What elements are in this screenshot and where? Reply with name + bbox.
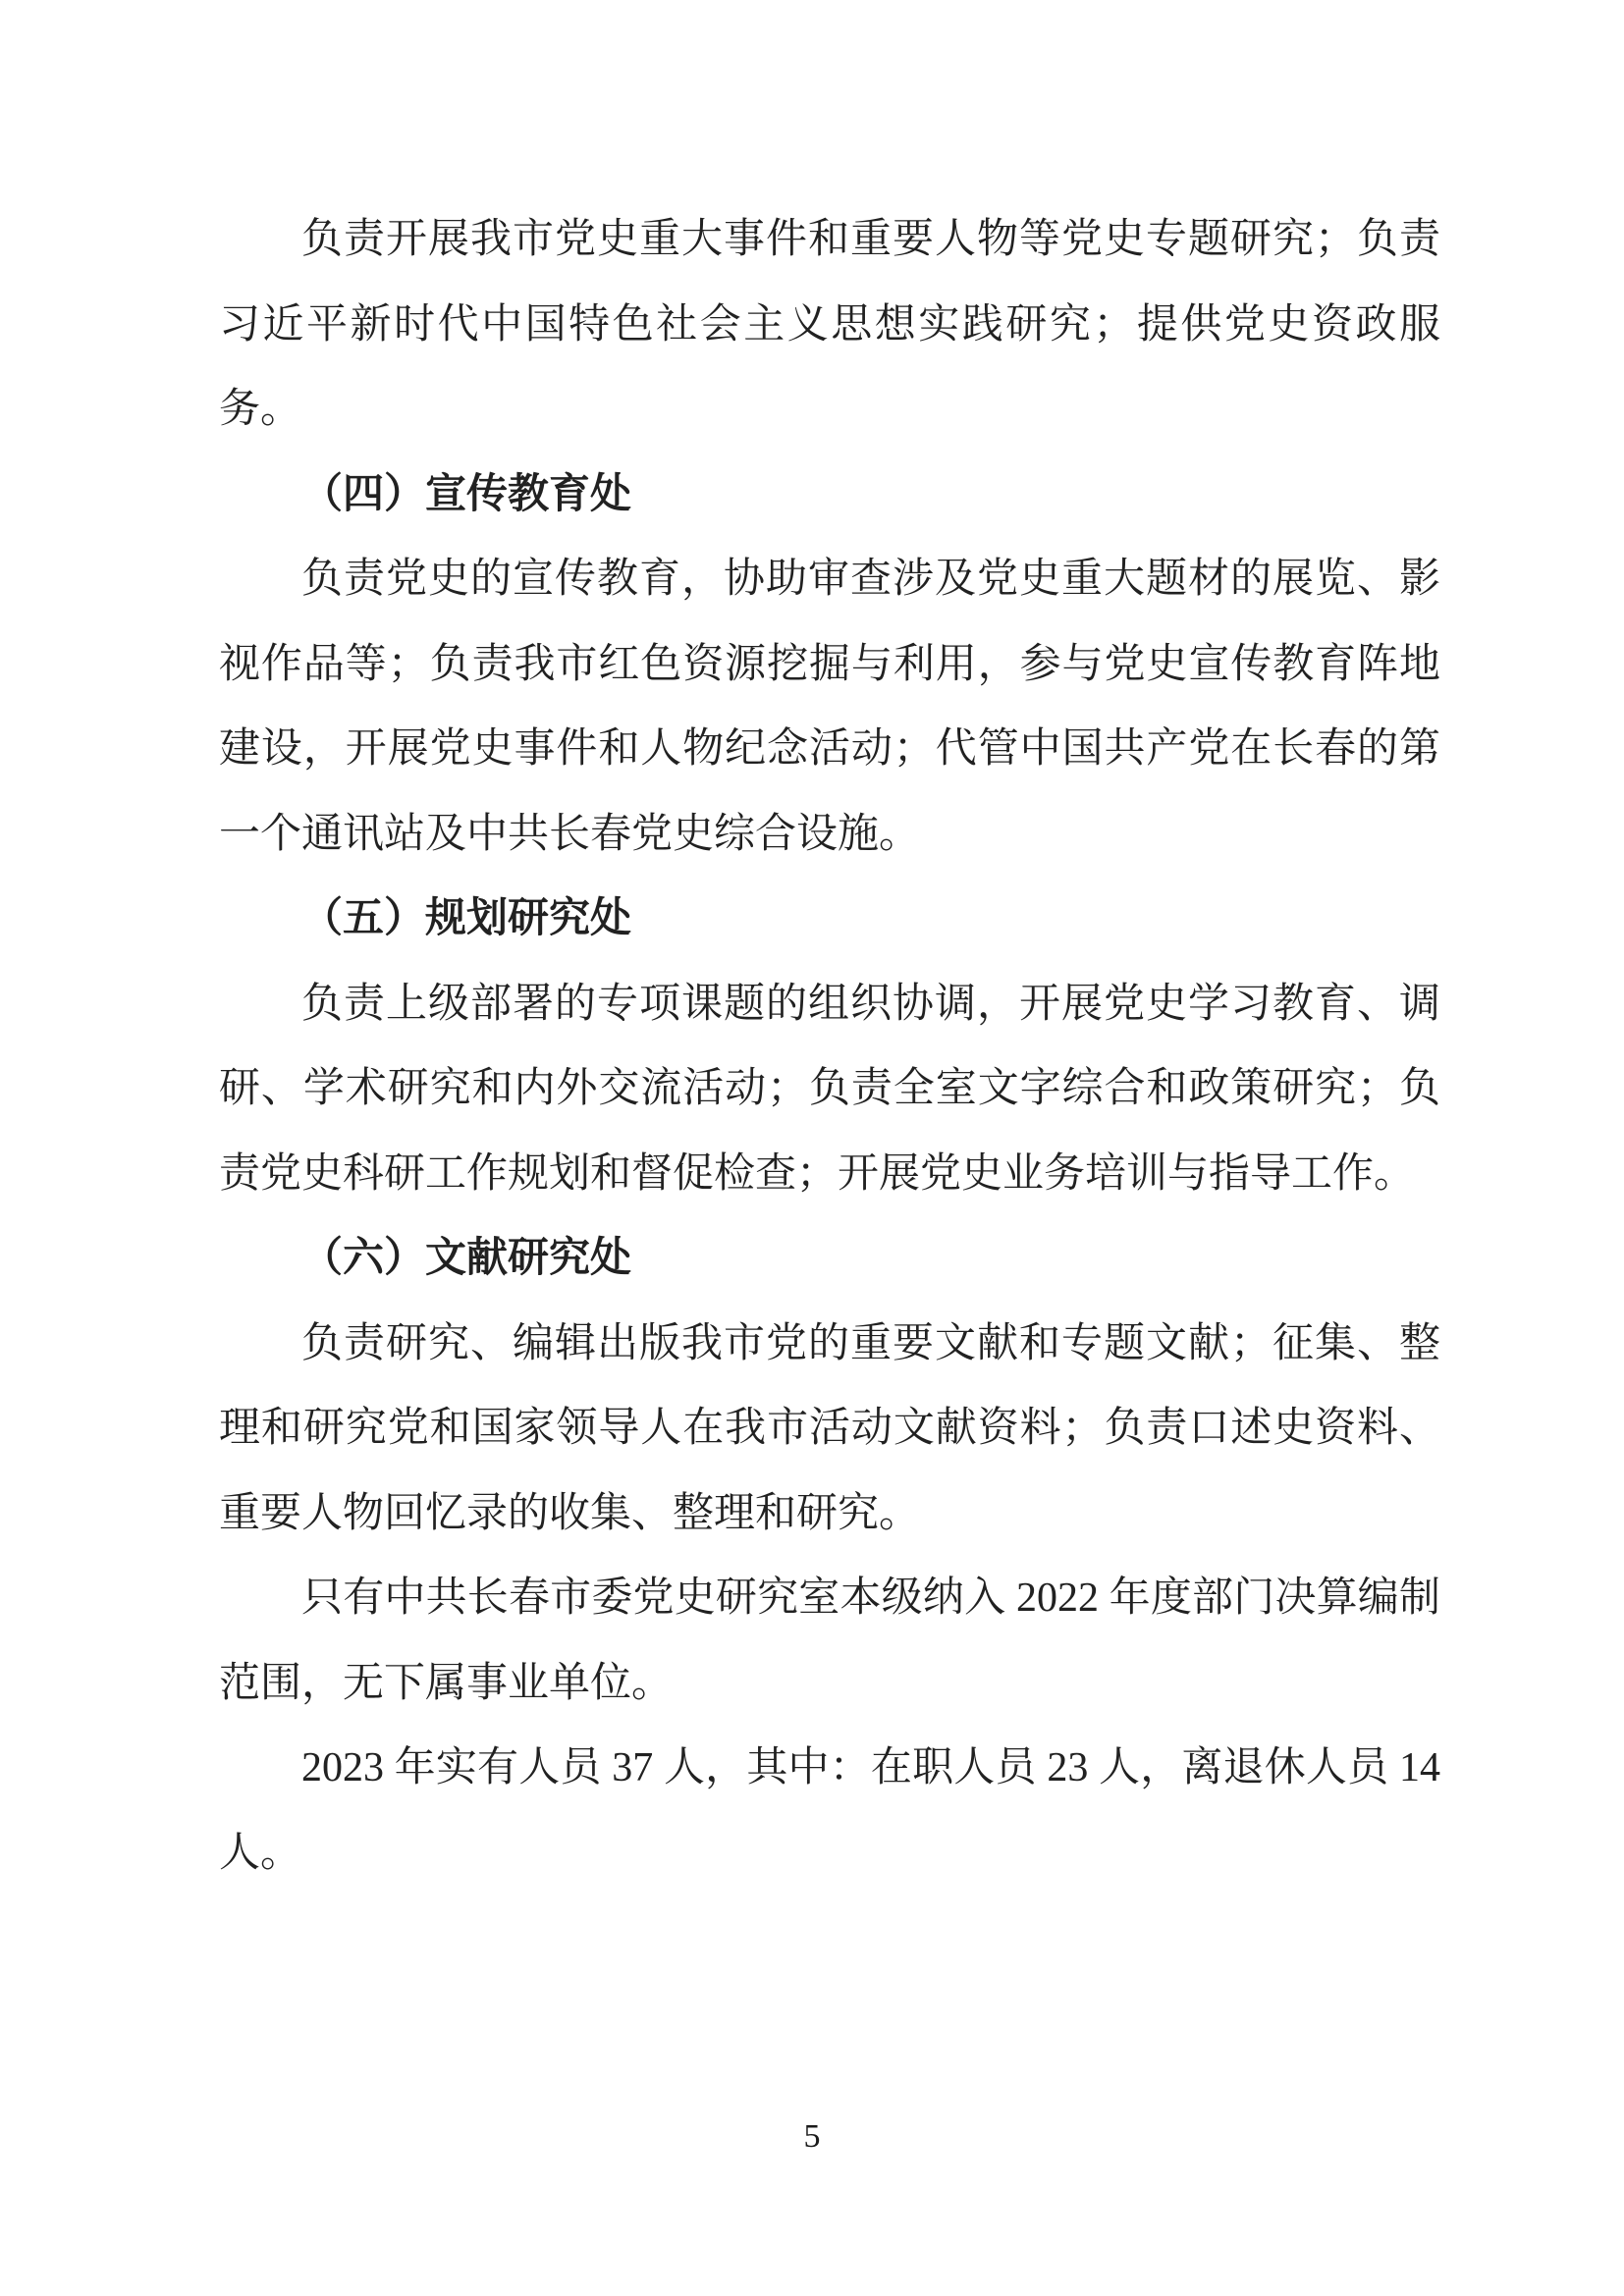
section-heading: （五）规划研究处 (301, 896, 632, 941)
paragraph: 负责上级部署的专项课题的组织协调，开展党史学习教育、调研、学术研究和内外交流活动；负责全室文字综合和政策研究；负责党史科研工作规划和督促检查；开展党史业务培训与指导工作。 (219, 981, 1440, 1197)
section-heading: （六）文献研究处 (301, 1236, 632, 1281)
paragraph: 负责研究、编辑出版我市党的重要文献和专题文献；征集、整理和研究党和国家领导人在我市活动文献资料；负责口述史资料、重要人物回忆录的收集、整理和研究。 (219, 1320, 1440, 1536)
paragraph: 只有中共长春市委党史研究室本级纳入 2022 年度部门决算编制范围，无下属事业单位。 (219, 1575, 1440, 1706)
page-number: 5 (803, 2118, 821, 2155)
paragraph: 2023 年实有人员 37 人，其中：在职人员 23 人，离退休人员 14 人。 (219, 1745, 1440, 1876)
paragraph: 负责开展我市党史重大事件和重要人物等党史专题研究；负责习近平新时代中国特色社会主义思想实践研究；提供党史资政服务。 (219, 217, 1440, 432)
paragraph: 负责党史的宣传教育，协助审查涉及党史重大题材的展览、影视作品等；负责我市红色资源挖掘与利用，参与党史宣传教育阵地建设，开展党史事件和人物纪念活动；代管中国共产党在长春的第一个通讯站及中共长春党史综合设施。 (219, 557, 1440, 857)
section-heading: （四）宣传教育处 (301, 471, 632, 517)
document-body (219, 197, 1440, 1896)
